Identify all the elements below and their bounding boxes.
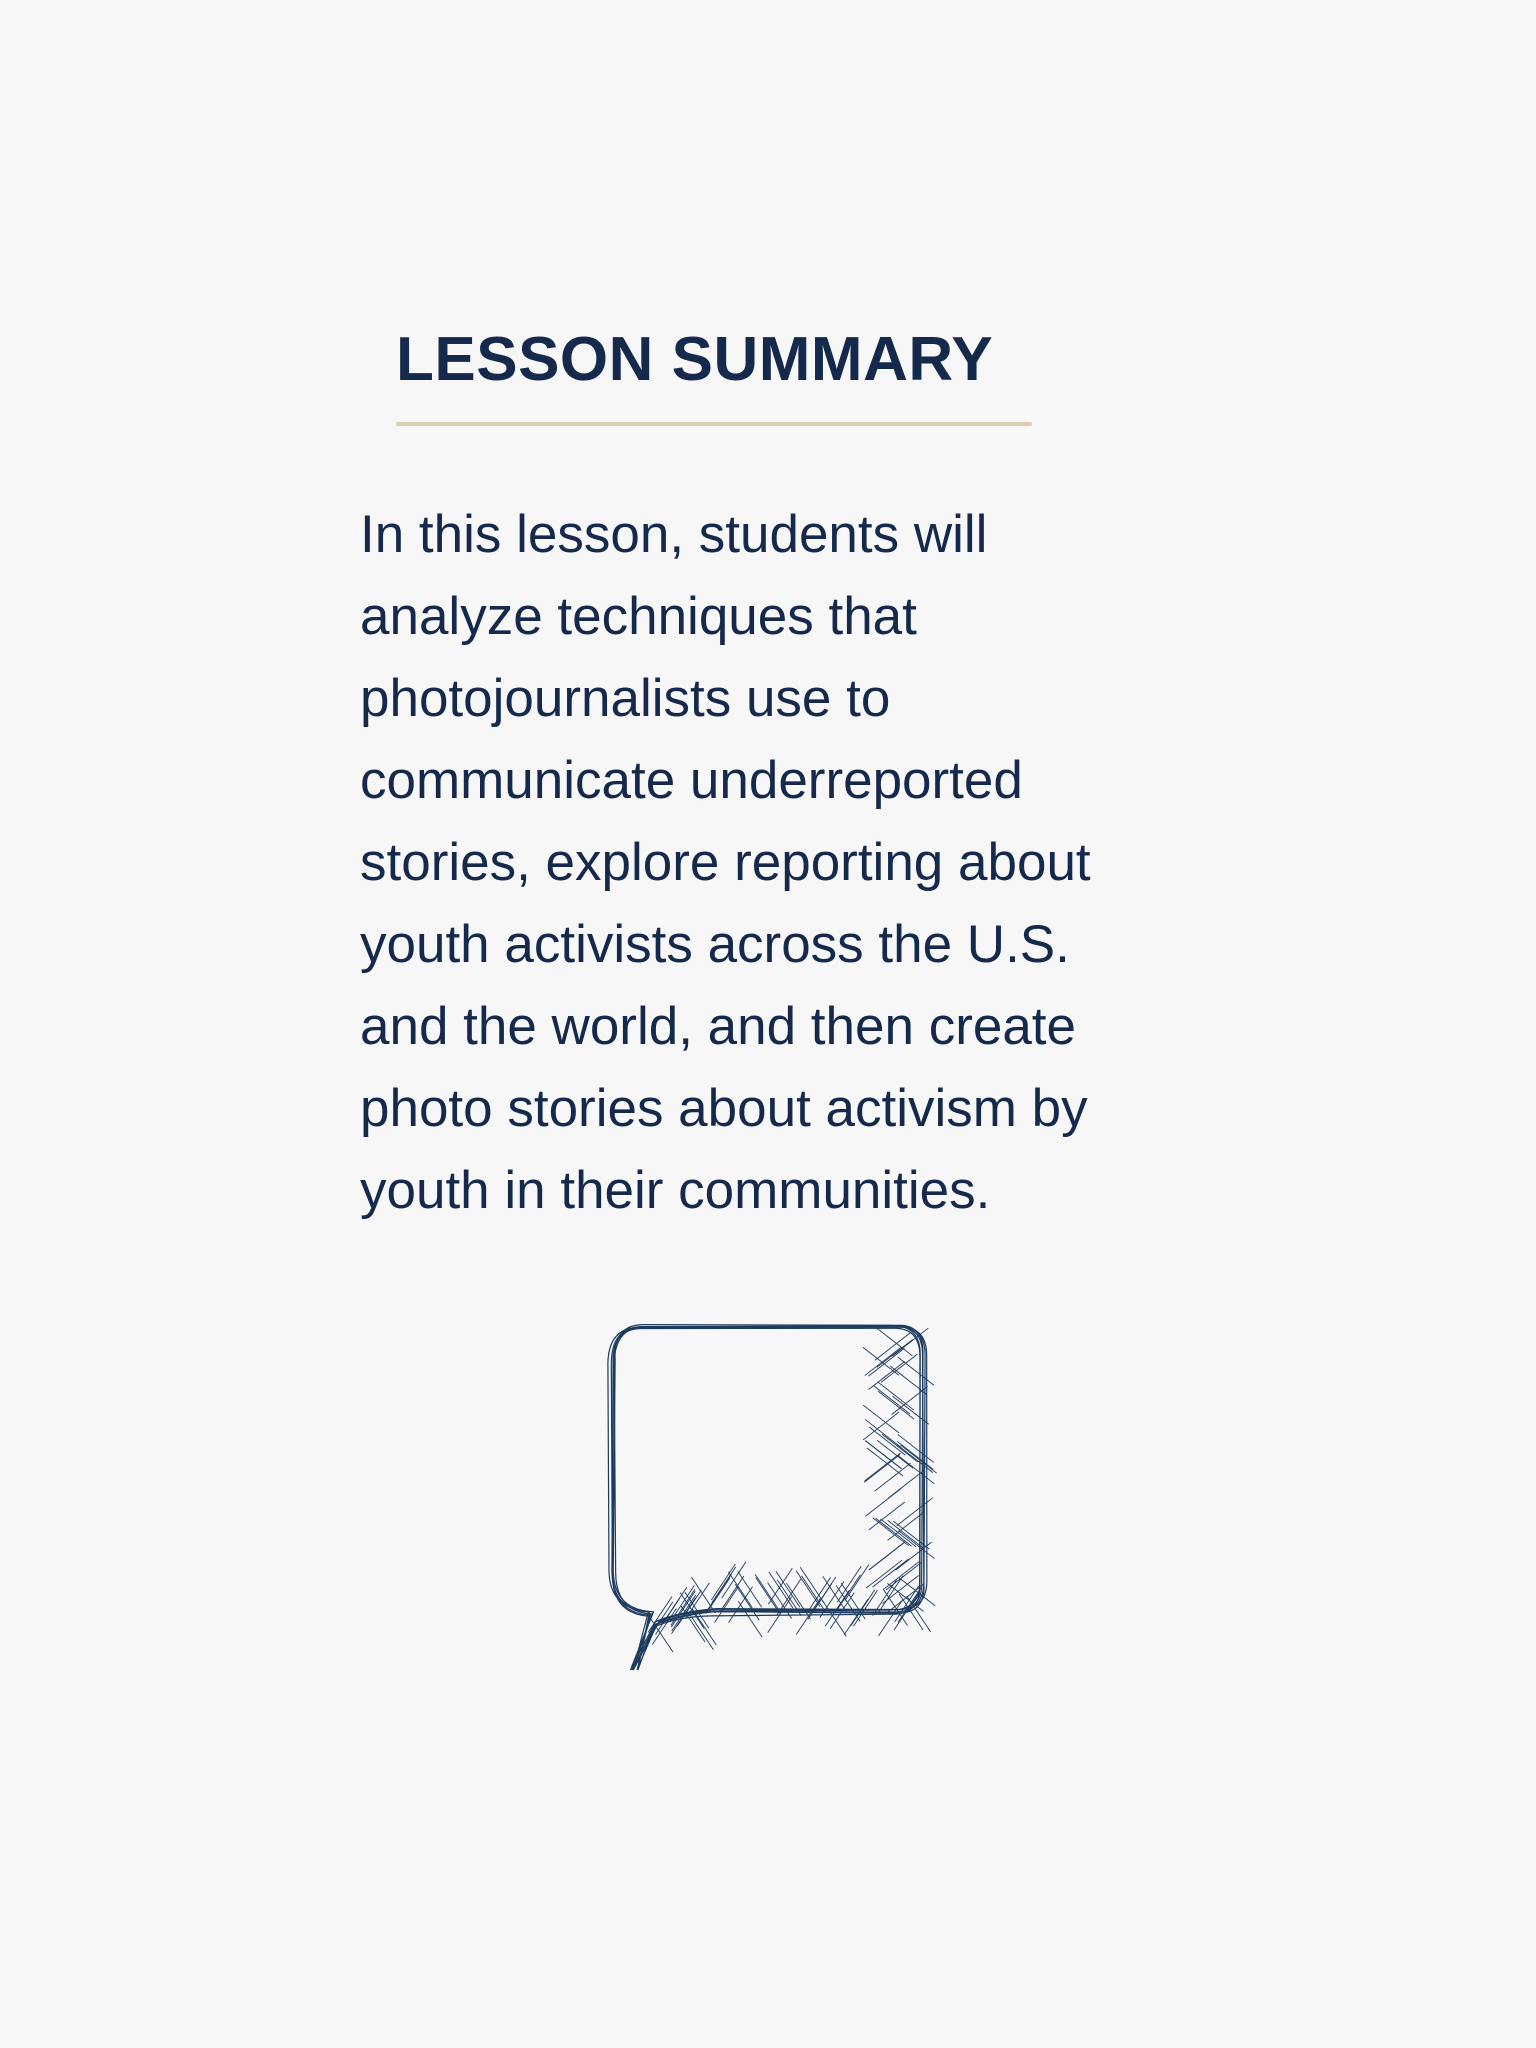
outline-stroke	[613, 1326, 925, 1670]
bubble-hatching	[648, 1328, 937, 1652]
hatch-line	[796, 1571, 820, 1607]
hatch-line	[863, 1405, 899, 1433]
hatch-line	[878, 1391, 914, 1419]
hatch-line	[867, 1448, 903, 1476]
hatch-line	[671, 1589, 695, 1625]
hatch-line	[879, 1600, 903, 1636]
hatch-line	[866, 1560, 902, 1588]
outline-stroke	[612, 1328, 920, 1670]
hatch-line	[863, 1347, 899, 1375]
hatch-line	[880, 1519, 916, 1547]
hatch-line	[837, 1566, 861, 1602]
hatch-line	[901, 1445, 937, 1473]
hatch-line	[878, 1382, 914, 1410]
hatch-line	[888, 1470, 924, 1498]
summary-line: and the world, and then create	[360, 997, 1076, 1056]
hatch-line	[865, 1453, 901, 1481]
summary-line: analyze techniques that	[360, 587, 917, 646]
hatch-line	[714, 1587, 738, 1623]
hatch-line	[707, 1574, 731, 1610]
hatch-line	[888, 1520, 924, 1548]
summary-line: communicate underreported	[360, 751, 1023, 810]
hatch-line	[800, 1567, 824, 1603]
hatch-line	[738, 1571, 762, 1607]
hatch-line	[898, 1357, 934, 1385]
hatch-line	[874, 1386, 910, 1414]
hatch-line	[728, 1572, 752, 1608]
hatch-line	[689, 1614, 713, 1650]
page-title: LESSON SUMMARY	[396, 325, 994, 394]
hatch-line	[869, 1348, 905, 1376]
bubble-outline	[608, 1325, 927, 1670]
summary-line: youth activists across the U.S.	[360, 915, 1070, 974]
hatch-line	[812, 1577, 836, 1613]
hatch-line	[897, 1441, 933, 1469]
summary-line: stories, explore reporting about	[360, 833, 1091, 892]
hatch-line	[876, 1328, 912, 1356]
hatch-line	[844, 1599, 868, 1635]
hatch-line	[879, 1576, 903, 1612]
lesson-summary-text	[360, 494, 1200, 1232]
hatch-line	[836, 1575, 860, 1611]
hatch-line	[864, 1454, 900, 1482]
hatch-line	[886, 1562, 922, 1590]
outline-stroke	[608, 1327, 927, 1670]
hatch-line	[877, 1339, 913, 1367]
hatch-line	[851, 1590, 875, 1626]
hatch-line	[876, 1518, 912, 1546]
outline-stroke	[613, 1325, 923, 1670]
outline-stroke	[614, 1326, 924, 1670]
hatch-line	[825, 1590, 849, 1626]
hatch-line	[845, 1565, 869, 1601]
summary-line: youth in their communities.	[360, 1161, 991, 1220]
hatch-line	[899, 1531, 935, 1559]
hatch-line	[692, 1609, 716, 1645]
hatch-line	[801, 1576, 825, 1612]
hatch-line	[786, 1583, 810, 1619]
hatch-line	[898, 1434, 934, 1462]
summary-line: photojournalists use to	[360, 669, 891, 728]
title-underline	[396, 422, 1032, 426]
speech-bubble-icon	[590, 1300, 950, 1700]
summary-line: In this lesson, students will	[360, 505, 988, 564]
hatch-line	[873, 1518, 909, 1546]
summary-line: photo stories about activism by	[360, 1079, 1088, 1138]
hatch-line	[890, 1366, 926, 1394]
hatch-line	[853, 1590, 877, 1626]
hatch-line	[865, 1419, 901, 1447]
